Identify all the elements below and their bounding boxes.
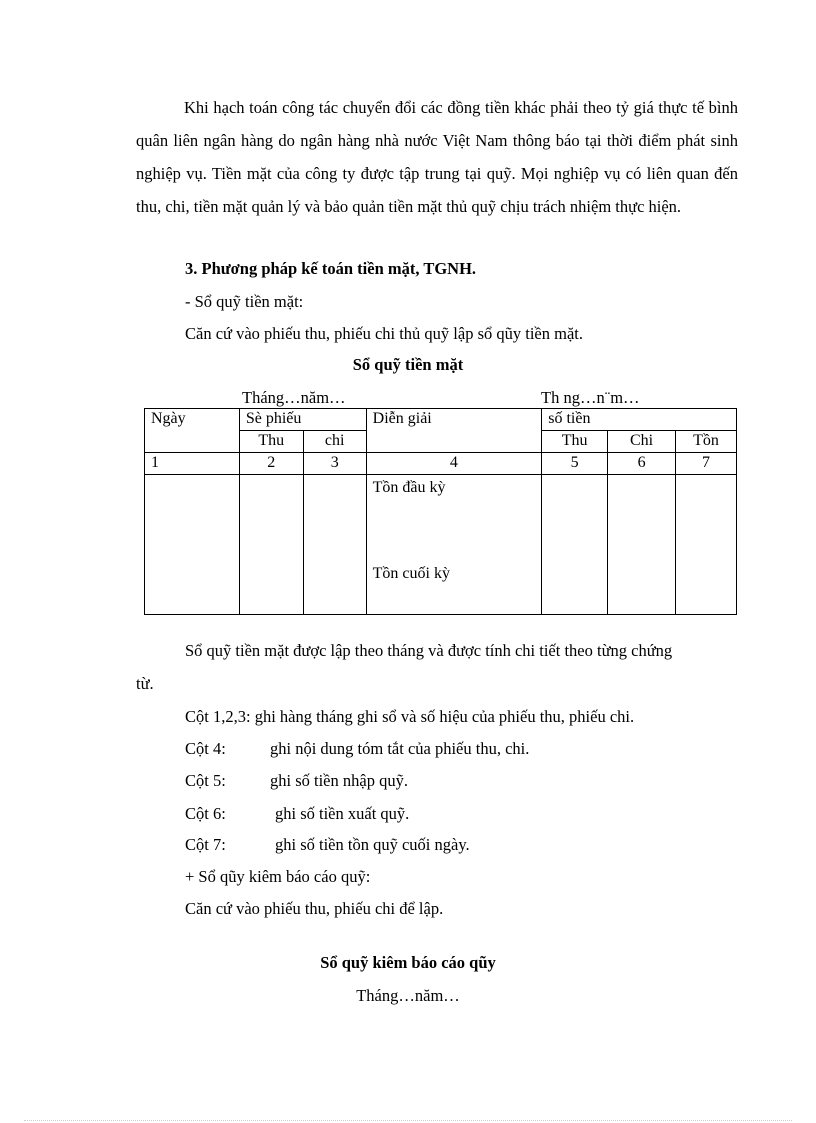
report-period: Tháng…năm… [356,986,460,1005]
column-note-text: ghi số tiền tồn quỹ cuối ngày. [275,835,470,854]
column-note-text: ghi nội dung tóm tắt của phiếu thu, chi. [270,739,530,758]
cash-book-basis: Căn cứ vào phiếu thu, phiếu chi thủ quỹ lập sổ qũy tiền mặt. [185,324,583,343]
column-note: Cột 6: [185,804,226,823]
column-note: Cột 1,2,3: ghi hàng tháng ghi sổ và số hiệu của phiếu thu, phiếu chi. [185,707,635,726]
column-note-text: ghi số tiền nhập quỹ. [270,771,408,790]
report-basis: Căn cứ vào phiếu thu, phiếu chi để lập. [185,899,444,918]
column-note: Cột 4: [185,739,226,758]
column-note: Cột 5: [185,771,226,790]
column-number: 4 [366,453,542,475]
page-bottom-divider [24,1120,792,1121]
ledger-note-line2: từ. [136,674,154,693]
ledger-title: Sổ quỹ tiền mặt [352,355,464,374]
header-voucher-no: Sè phiếu [239,409,366,431]
sub-item-report: + Sổ qũy kiêm báo cáo quỹ: [185,867,371,886]
table-cell [303,475,366,615]
header-receipt: Thu [239,431,303,453]
column-note: Cột 7: [185,835,226,854]
table-cell [542,475,608,615]
section-heading: 3. Phương pháp kế toán tiền mặt, TGNH. [185,259,477,278]
header-amount-in: Thu [542,431,608,453]
table-cell [608,475,676,615]
column-note-text: ghi số tiền xuất quỹ. [275,804,410,823]
column-number: 3 [303,453,366,475]
column-number: 6 [608,453,676,475]
column-number: 1 [145,453,240,475]
table-cell [145,475,240,615]
ledger-period-left: Tháng…năm… [242,388,346,407]
header-date: Ngày [145,409,240,453]
opening-balance-label: Tồn đầu kỳ [372,479,446,496]
sub-item-cash-book: - Sổ quỹ tiền mặt: [185,292,304,311]
table-cell [676,475,737,615]
report-title: Sổ quỹ kiêm báo cáo qũy [320,953,496,972]
closing-balance-label: Tồn cuối kỳ [372,565,450,582]
column-number: 5 [542,453,608,475]
header-amount-out: Chi [608,431,676,453]
column-number: 7 [676,453,737,475]
header-payment: chi [303,431,366,453]
ledger-period-right: Th ng…n¨m… [541,388,640,407]
table-cell [239,475,303,615]
intro-paragraph: Khi hạch toán công tác chuyển đổi các đồng tiền khác phải theo tỷ giá thực tế bình quân liên ngân hàng do ngân hàng nhà nước Việt Nam thông báo tại thời điểm phát sinh nghiệp vụ. Tiền mặt của công ty được tập trung tại quỹ. Mọi nghiệp vụ có liên quan đến thu, chi, tiền mặt quản lý và bảo quản tiền mặt thủ quỹ chịu trách nhiệm thực hiện. [136,98,738,216]
header-amount: số tiền [542,409,737,431]
cash-ledger-table [144,408,737,615]
header-balance: Tồn [676,431,737,453]
column-number: 2 [239,453,303,475]
header-description: Diễn giải [366,409,542,453]
ledger-note-line1: Sổ quỹ tiền mặt được lập theo tháng và được tính chi tiết theo từng chứng [185,641,673,660]
description-cell [366,475,542,615]
